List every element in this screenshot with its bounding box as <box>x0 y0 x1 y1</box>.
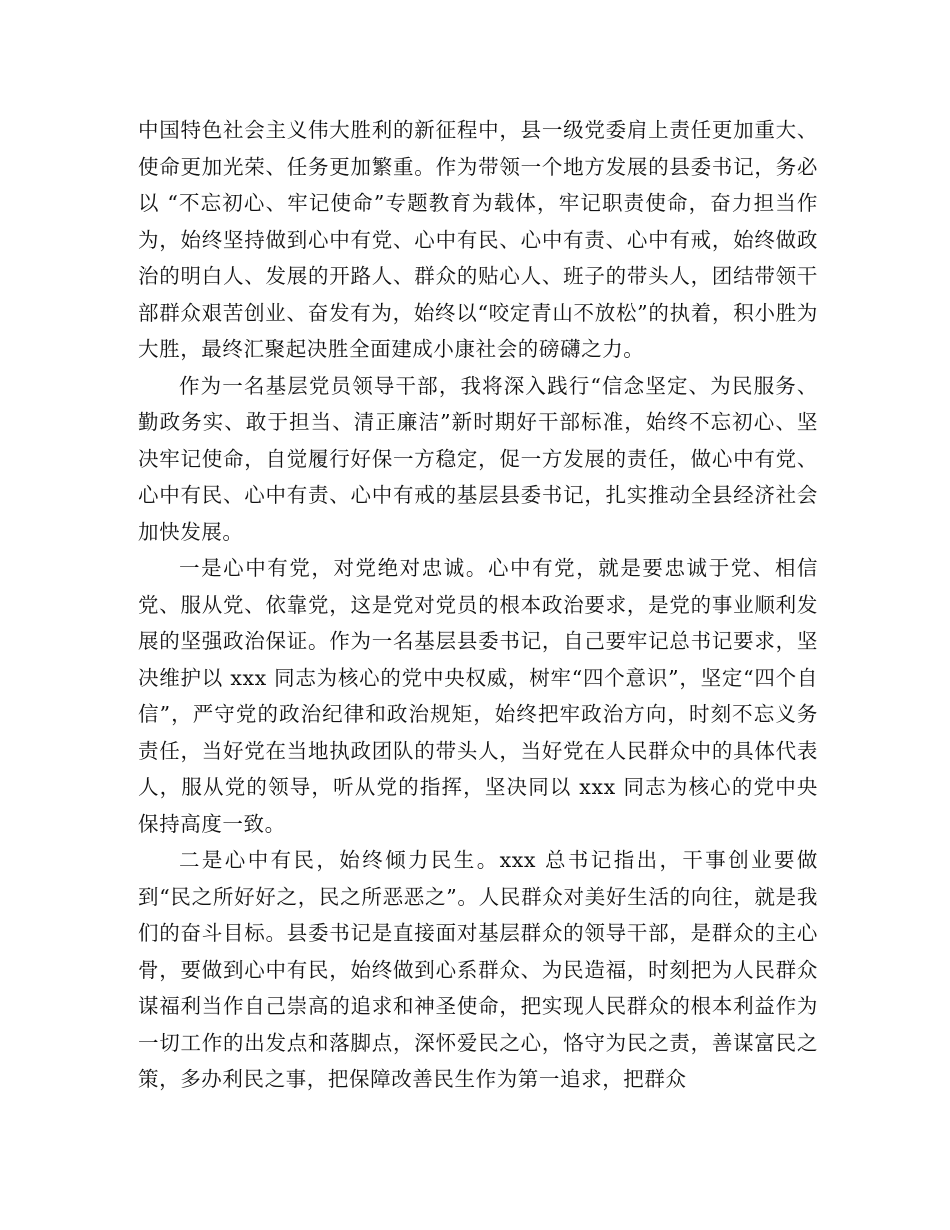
paragraph-3: 一是心中有党，对党绝对忠诚。心中有党，就是要忠诚于党、相信党、服从党、依靠党，这是党对党员的根本政治要求，是党的事业顺利发展的坚强政治保证。作为一名基层县委书记，自己要牢记总书记要求，坚决维护以 xxx 同志为核心的党中央权威，树牢“四个意识”，坚定“四个自信”，严守党的政治纪律和政治规矩，始终把牢政治方向，时刻不忘义务责任，当好党在当地执政团队的带头人，当好党在人民群众中的具体代表人，服从党的领导，听从党的指挥，坚决同以 xxx 同志为核心的党中央保持高度一致。 <box>138 556 818 836</box>
paragraph-2: 作为一名基层党员领导干部，我将深入践行“信念坚定、为民服务、勤政务实、敢于担当、清正廉洁”新时期好干部标准，始终不忘初心、坚决牢记使命，自觉履行好保一方稳定，促一方发展的责任，做心中有党、心中有民、心中有责、心中有戒的基层县委书记，扎实推动全县经济社会加快发展。 <box>138 373 818 544</box>
paragraph-4: 二是心中有民，始终倾力民生。xxx 总书记指出，干事创业要做到“民之所好好之，民之所恶恶之”。人民群众对美好生活的向往，就是我们的奋斗目标。县委书记是直接面对基层群众的领导干部，是群众的主心骨，要做到心中有民，始终做到心系群众、为民造福，时刻把为人民群众谋福利当作自己崇高的追求和神圣使命，把实现人民群众的根本利益作为一切工作的出发点和落脚点，深怀爱民之心，恪守为民之责，善谋富民之策，多办利民之事，把保障改善民生作为第一追求，把群众 <box>138 848 818 1091</box>
document-body <box>138 112 818 1098</box>
paragraph-1: 中国特色社会主义伟大胜利的新征程中，县一级党委肩上责任更加重大、使命更加光荣、任务更加繁重。作为带领一个地方发展的县委书记，务必以 “不忘初心、牢记使命”专题教育为载体，牢记职责使命，奋力担当作为，始终坚持做到心中有党、心中有民、心中有责、心中有戒，始终做政治的明白人、发展的开路人、群众的贴心人、班子的带头人，团结带领干部群众艰苦创业、奋发有为，始终以“咬定青山不放松”的执着，积小胜为大胜，最终汇聚起决胜全面建成小康社会的磅礴之力。 <box>138 118 818 361</box>
